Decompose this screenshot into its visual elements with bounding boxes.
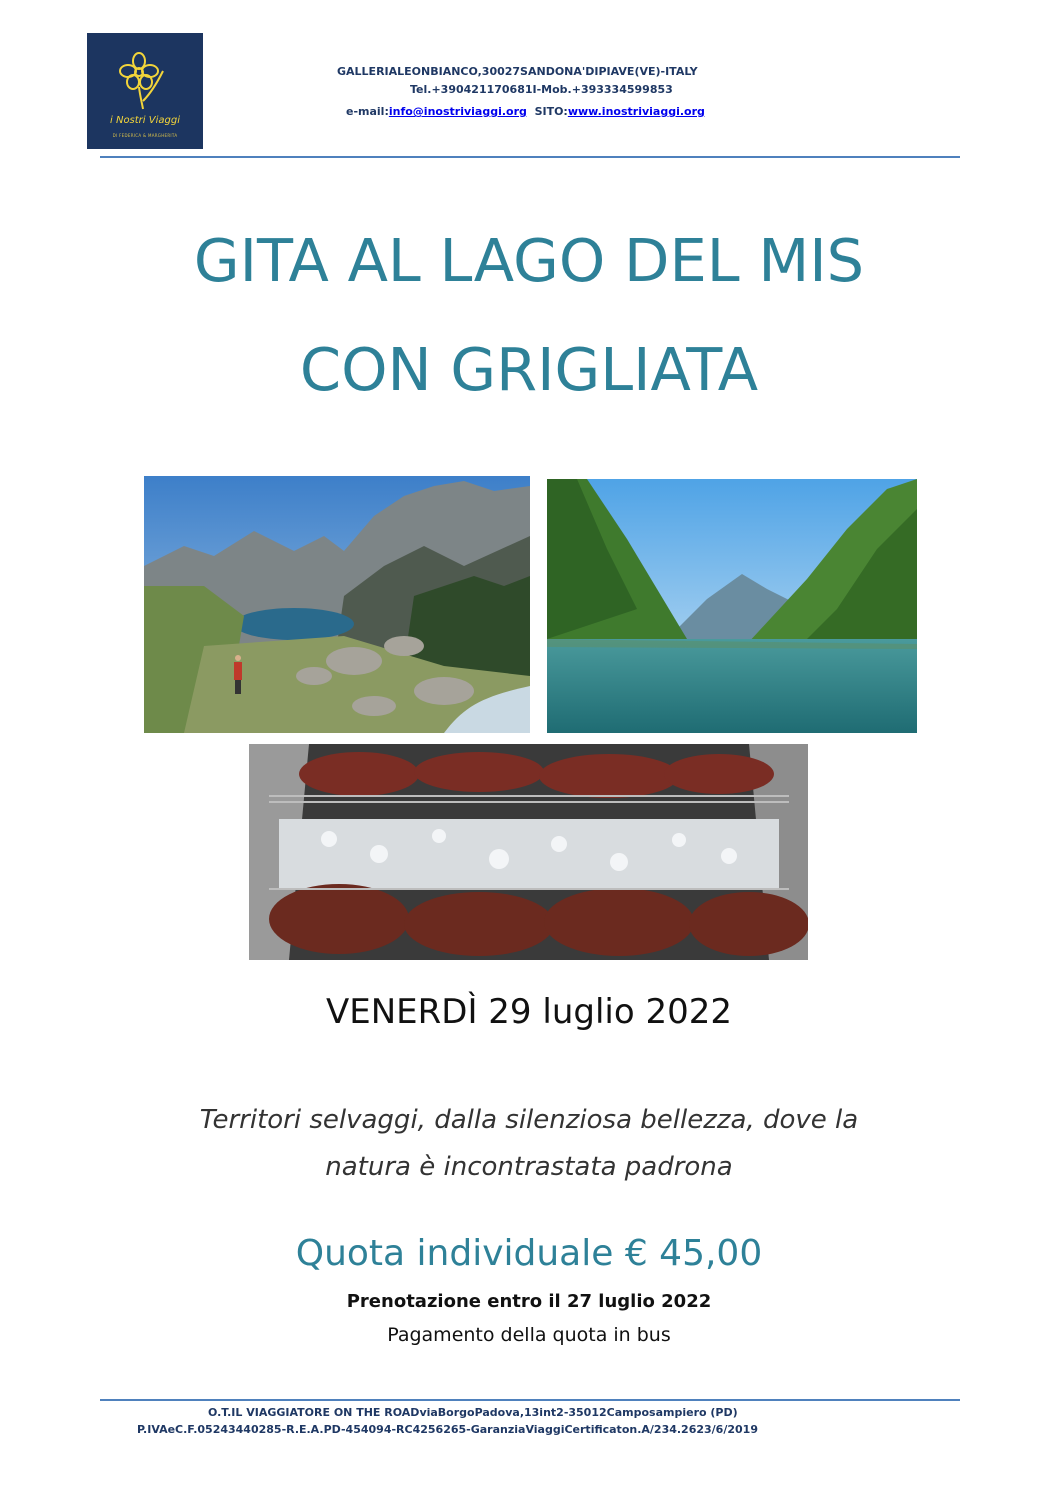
company-logo	[87, 33, 203, 149]
lake-mis-photo	[547, 479, 917, 733]
top-divider	[100, 156, 960, 158]
payment-info: Pagamento della quota in bus	[387, 1324, 671, 1346]
email-label: e-mail:	[346, 105, 389, 118]
header-contacts	[346, 105, 705, 118]
price: Quota individuale € 45,00	[295, 1233, 763, 1274]
header-phones: Tel.+390421170681I-Mob.+393334599853	[410, 83, 673, 96]
bottom-divider	[100, 1399, 960, 1401]
footer-legal: P.IVAeC.F.05243440285-R.E.A.PD-454094-RC4256265-GaranziaViaggiCertificaton.A/234.2623/6/2019	[137, 1423, 758, 1436]
event-date: VENERDÌ 29 luglio 2022	[326, 992, 732, 1032]
email-link[interactable]: info@inostriviaggi.org	[388, 105, 527, 118]
description-line1: Territori selvaggi, dalla silenziosa bellezza, dove la	[199, 1105, 859, 1135]
booking-deadline: Prenotazione entro il 27 luglio 2022	[346, 1291, 712, 1312]
footer-operator: O.T.IL VIAGGIATORE ON THE ROADviaBorgoPadova,13int2-35012Camposampiero (PD)	[208, 1406, 738, 1419]
mountain-lake-photo	[144, 476, 530, 733]
page-title-line1: GITA AL LAGO DEL MIS	[193, 226, 865, 295]
grill-photo	[249, 744, 808, 960]
site-label: SITO:	[534, 105, 568, 118]
logo-tagline: DI FEDERICA & MARGHERITA	[112, 133, 178, 138]
flower-icon	[117, 51, 173, 111]
logo-brand-text: i Nostri Viaggi	[110, 115, 180, 126]
website-link[interactable]: www.inostriviaggi.org	[567, 105, 705, 118]
description-line2: natura è incontrastata padrona	[325, 1152, 733, 1182]
page-title-line2: CON GRIGLIATA	[299, 335, 759, 404]
header-address: GALLERIALEONBIANCO,30027SANDONA'DIPIAVE(VE)-ITALY	[337, 65, 698, 78]
